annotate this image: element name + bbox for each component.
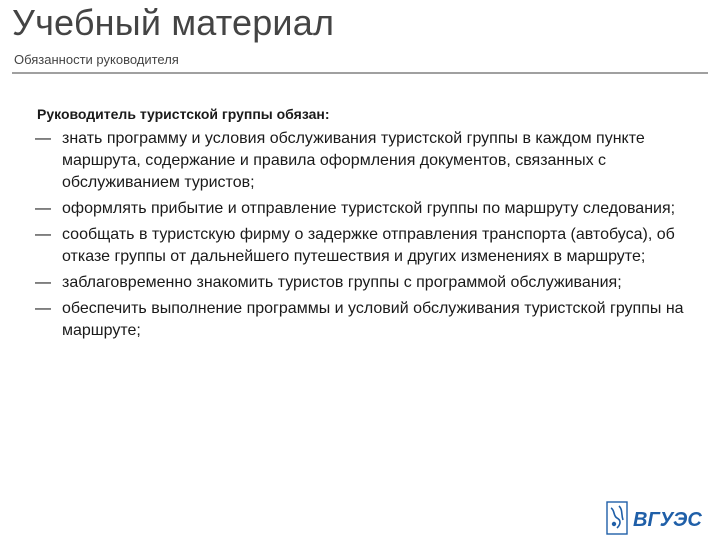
- slide-content: [35, 106, 695, 346]
- duty-item: [35, 128, 695, 194]
- dash-marker: —: [35, 130, 51, 147]
- university-logo: [603, 496, 715, 538]
- duty-item-text: оформлять прибытие и отправление туристской группы по маршруту следования;: [62, 200, 676, 217]
- duty-item-text: заблаговременно знакомить туристов группы с программой обслуживания;: [62, 274, 622, 291]
- dash-marker: —: [35, 300, 51, 317]
- duty-item-text: сообщать в туристскую фирму о задержке отправления транспорта (автобуса), об отказе группы от дальнейшего путешествия и других изменениях в маршруте;: [62, 226, 675, 265]
- intro-text: Руководитель туристской группы обязан:: [37, 106, 330, 122]
- duty-item: [35, 298, 695, 342]
- duty-item-text: знать программу и условия обслуживания туристской группы в каждом пункте маршрута, содержание и правила оформления документов, связанных с обслуживанием туристов;: [62, 130, 645, 191]
- duty-item: [35, 198, 695, 220]
- duty-item: [35, 272, 695, 294]
- duty-list: [35, 128, 695, 342]
- slide-title: Учебный материал: [12, 2, 335, 43]
- slide-subtitle: Обязанности руководителя: [14, 52, 179, 67]
- dash-marker: —: [35, 226, 51, 243]
- duty-item-text: обеспечить выполнение программы и условий обслуживания туристской группы на маршруте;: [62, 300, 684, 339]
- dash-marker: —: [35, 274, 51, 291]
- duty-item: [35, 224, 695, 268]
- dash-marker: —: [35, 200, 51, 217]
- emblem-dot: [612, 522, 616, 526]
- header-divider: [12, 72, 708, 74]
- logo-wordmark: ВГУЭС: [633, 509, 702, 531]
